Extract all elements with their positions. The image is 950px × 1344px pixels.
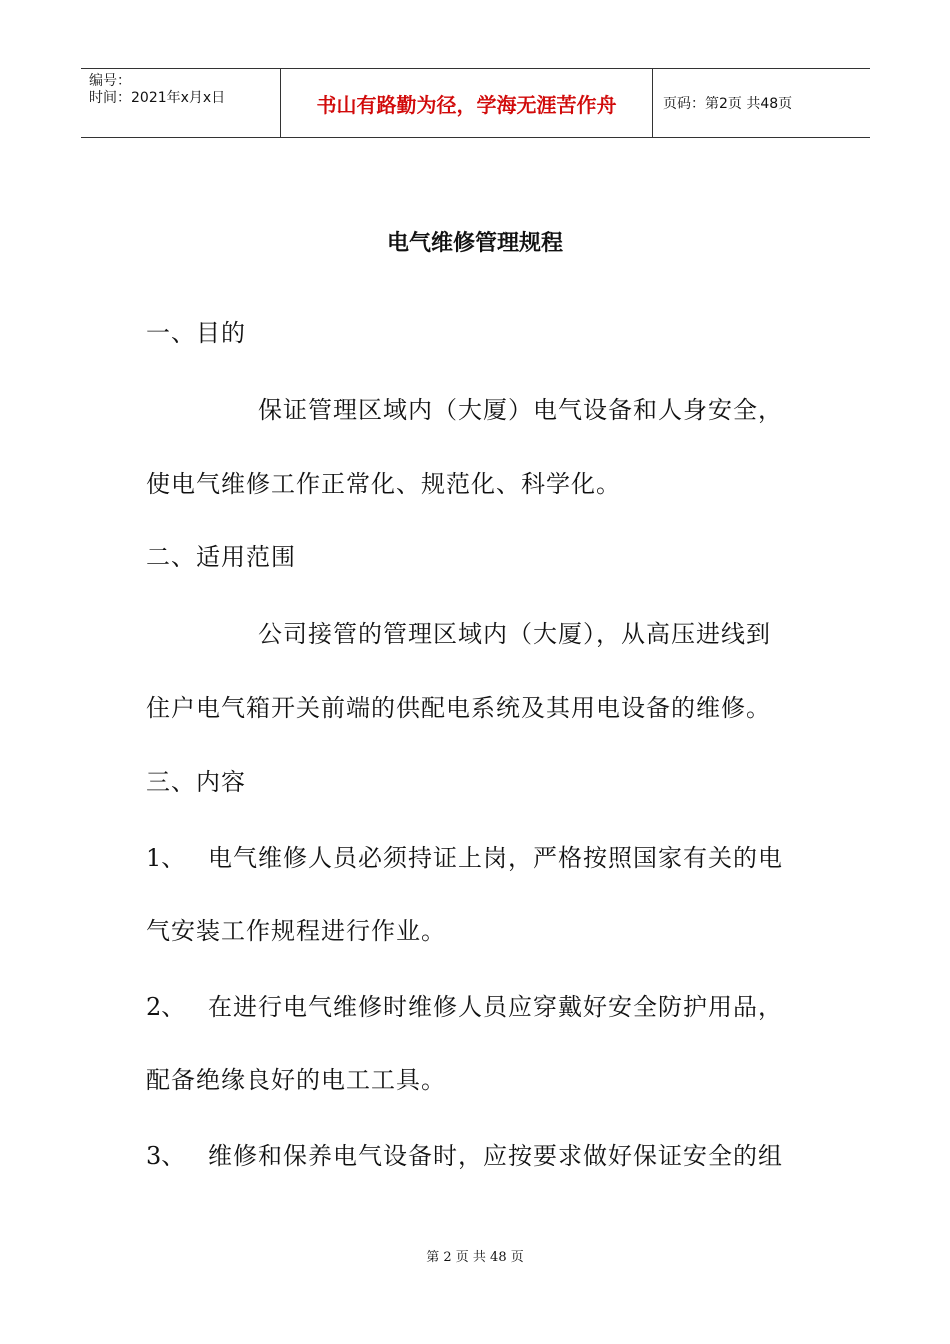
list-item-line: 维修和保养电气设备时，应按要求做好保证安全的组 <box>208 1142 783 1170</box>
paragraph-line: 住户电气箱开关前端的供配电系统及其用电设备的维修。 <box>146 694 771 722</box>
code-label: 编号： <box>89 73 131 89</box>
document-title: 电气维修管理规程 <box>386 231 563 256</box>
header-meta <box>81 69 281 137</box>
section-heading-purpose: 一、目的 <box>146 319 246 347</box>
header-motto: 书山有路勤为径，学海无涯苦作舟 <box>281 69 653 137</box>
paragraph-line: 公司接管的管理区域内（大厦），从高压进线到 <box>258 620 771 648</box>
page-footer: 第 2 页 共 48 页 <box>426 1250 524 1265</box>
list-item-line: 气安装工作规程进行作业。 <box>146 917 446 945</box>
list-item-line: 在进行电气维修时维修人员应穿戴好安全防护用品， <box>208 993 783 1021</box>
section-heading-content: 三、内容 <box>146 768 246 796</box>
item-number: 3、 <box>146 1142 186 1170</box>
page-header <box>81 68 870 138</box>
list-item-line: 配备绝缘良好的电工工具。 <box>146 1066 446 1094</box>
header-page-info: 页码：第2页 共48页 <box>663 96 793 112</box>
item-number: 2、 <box>146 993 186 1021</box>
list-item-line: 电气维修人员必须持证上岗，严格按照国家有关的电 <box>208 844 783 872</box>
section-heading-scope: 二、适用范围 <box>146 543 296 571</box>
paragraph-line: 保证管理区域内（大厦）电气设备和人身安全， <box>258 396 783 424</box>
time-label: 时间：2021年x月x日 <box>89 90 226 106</box>
item-number: 1、 <box>146 844 186 872</box>
paragraph-line: 使电气维修工作正常化、规范化、科学化。 <box>146 470 621 498</box>
